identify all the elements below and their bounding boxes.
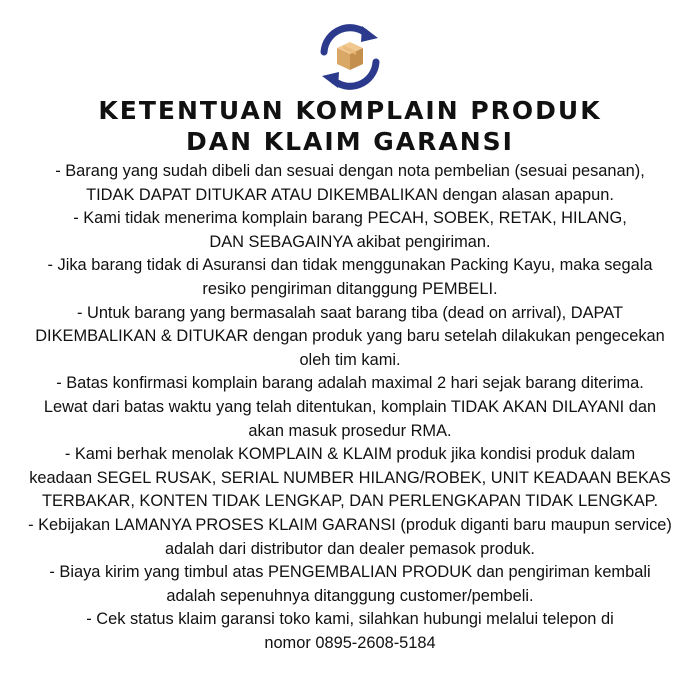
title-line-1: KETENTUAN KOMPLAIN PRODUK [98,96,602,125]
arrow-bottom-head [322,72,339,88]
policy-line: Lewat dari batas waktu yang telah ditentukan, komplain TIDAK AKAN DILAYANI dan [43,397,657,416]
arrow-top-head [361,26,378,42]
policy-line: - Barang yang sudah dibeli dan sesuai dengan nota pembelian (sesuai pesanan), [55,162,645,180]
policy-line: DAN SEBAGAINYA akibat pengiriman. [209,232,491,251]
policy-line: - Kami tidak menerima komplain barang PECAH, SOBEK, RETAK, HILANG, [73,209,627,228]
box-icon [337,42,363,70]
policy-line: adalah dari distributor dan dealer pemasok produk. [165,539,535,558]
policy-line: keadaan SEGEL RUSAK, SERIAL NUMBER HILANG/ROBEK, UNIT KEADAAN BEKAS [29,468,671,487]
policy-line: - Cek status klaim garansi toko kami, silahkan hubungi melalui telepon di [86,610,614,629]
policy-text [0,160,700,655]
policy-line: TERBAKAR, KONTEN TIDAK LENGKAP, DAN PERLENGKAPAN TIDAK LENGKAP. [41,492,659,511]
policy-line: oleh tim kami. [299,350,401,369]
policy-line: - Biaya kirim yang timbul atas PENGEMBALIAN PRODUK dan pengiriman kembali [49,563,651,582]
shipping-box-cycle-icon [310,22,390,92]
policy-line: resiko pengiriman ditanggung PEMBELI. [202,279,498,298]
policy-line: adalah sepenuhnya ditanggung customer/pembeli. [166,586,534,605]
policy-line: akan masuk prosedur RMA. [248,421,452,440]
policy-line: - Batas konfirmasi komplain barang adalah maximal 2 hari sejak barang diterima. [56,374,644,393]
policy-line: - Jika barang tidak di Asuransi dan tidak menggunakan Packing Kayu, maka segala [47,256,653,275]
policy-line: - Kami berhak menolak KOMPLAIN & KLAIM produk jika kondisi produk dalam [64,445,636,464]
page-title [0,95,700,157]
policy-line: TIDAK DAPAT DITUKAR ATAU DIKEMBALIKAN dengan alasan apapun. [86,185,614,204]
policy-line: - Untuk barang yang bermasalah saat barang tiba (dead on arrival), DAPAT [76,303,624,322]
policy-line: DIKEMBALIKAN & DITUKAR dengan produk yang baru setelah dilakukan pengecekan [35,327,665,346]
policy-line: - Kebijakan LAMANYA PROSES KLAIM GARANSI (produk diganti baru maupun service) [28,515,672,534]
policy-line: nomor 0895-2608-5184 [264,633,436,652]
title-line-2: DAN KLAIM GARANSI [186,127,514,156]
